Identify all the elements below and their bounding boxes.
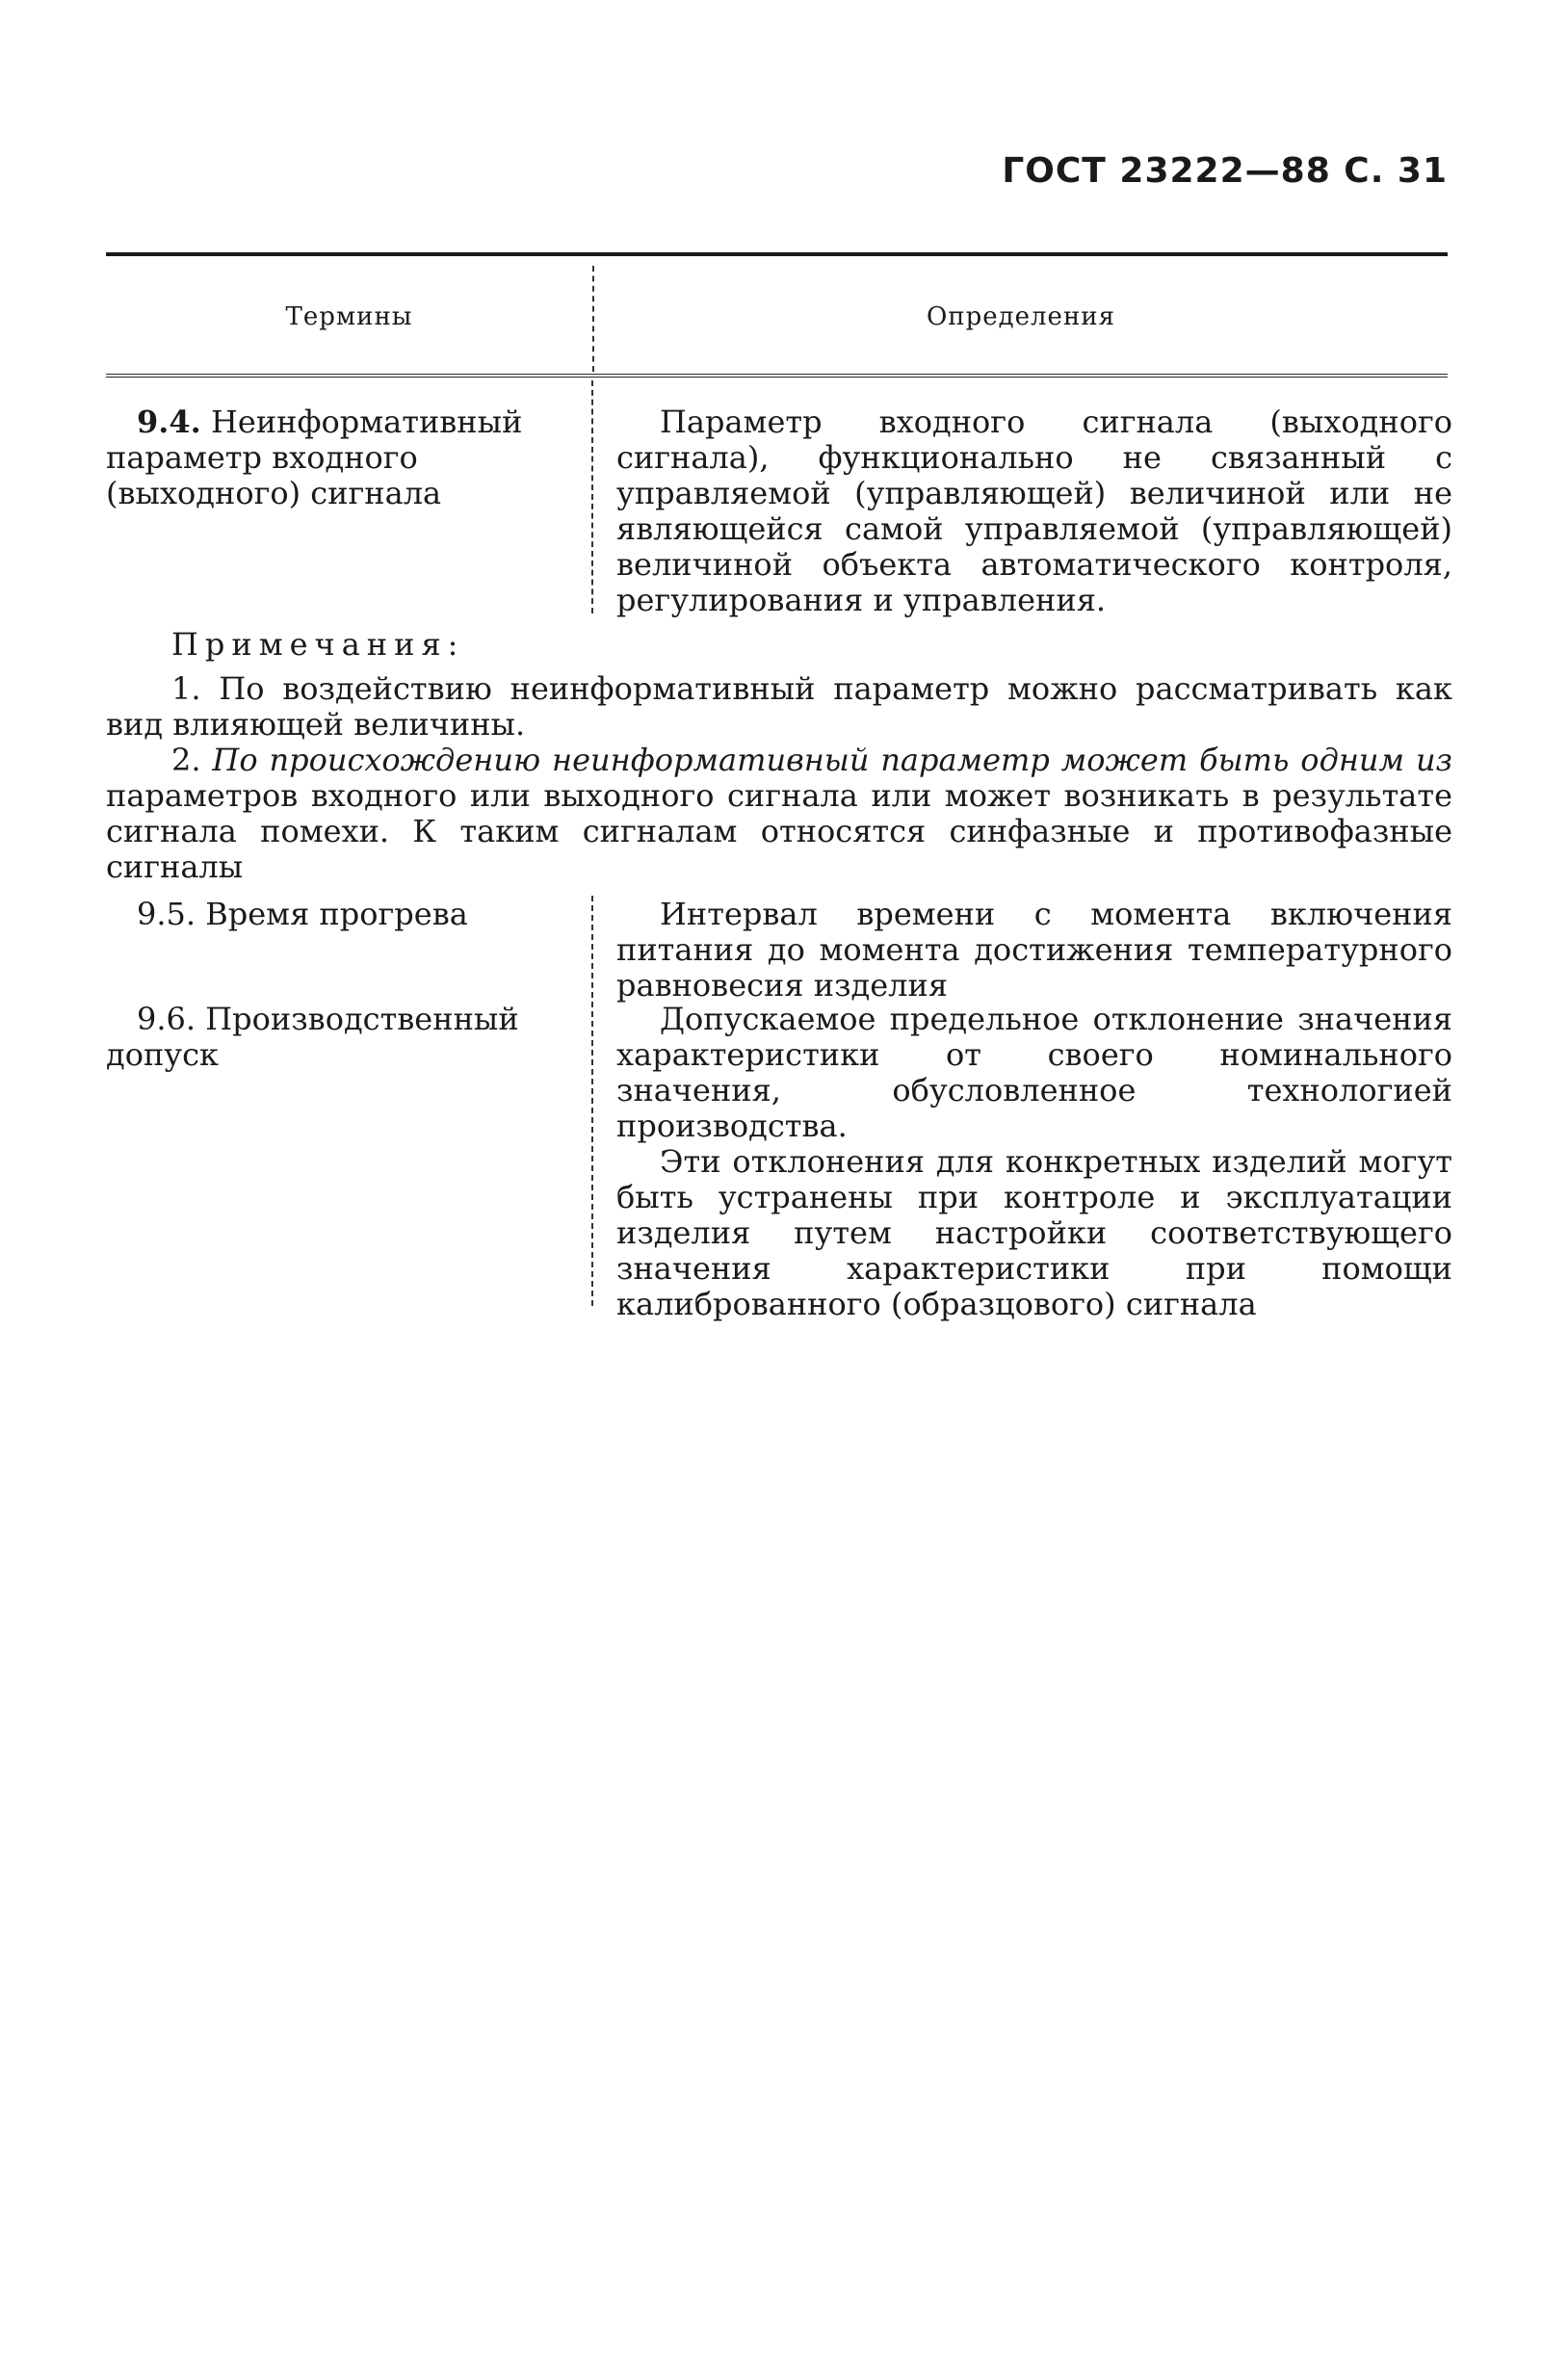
definition-9-6 (616, 1002, 1452, 1322)
term-9-6 (106, 1002, 568, 1073)
note-number: 2. (171, 742, 201, 778)
table-header (106, 252, 1448, 378)
term-text: Время прогрева (205, 896, 468, 932)
term-9-4 (106, 404, 568, 511)
note-2 (106, 743, 1452, 885)
note-lead: По происхождению неинформативный параметр может быть одним из (212, 742, 1453, 778)
vertical-rule (591, 380, 593, 613)
definition-paragraph: Допускаемое предельное отклонение значения характеристики от своего номинального значения, обусловленное технологией производства. (616, 1001, 1452, 1144)
column-header-definitions: Определения (926, 302, 1116, 331)
note-text: По воздействию неинформативный параметр можно рассматривать как вид влияющей величины. (106, 670, 1453, 743)
vertical-rule (591, 896, 593, 1306)
term-text: Производственный допуск (106, 1001, 519, 1073)
note-number: 1. (171, 670, 201, 707)
note-1 (106, 671, 1452, 743)
definition-9-4: Параметр входного сигнала (выходного сигнала), функционально не связанный с управляемой (управляющей) величиной или не являющейся самой управляемой (управляющей) величиной объекта автоматического контроля, регулирования и управления. (616, 404, 1452, 618)
term-number: 9.5. (137, 896, 196, 932)
column-header-terms: Термины (285, 302, 413, 331)
term-9-5 (106, 897, 568, 932)
definition-paragraph: Эти отклонения для конкретных изделий могут быть устранены при контроле и эксплуатации изделия путем настройки соответствующего значения характеристики при помощи калиброванного (образцового) сигнала (616, 1143, 1452, 1322)
page-header: ГОСТ 23222—88 С. 31 (1002, 151, 1448, 191)
note-text: параметров входного или выходного сигнала или может возникать в результате сигнала помехи. К таким сигналам относятся синфазные и противофазные сигналы (106, 777, 1452, 885)
notes-title: Примечания: (171, 626, 465, 663)
term-text: Неинформативный параметр входного (выходного) сигнала (106, 404, 523, 511)
term-number: 9.6. (137, 1001, 196, 1037)
term-number: 9.4. (137, 404, 201, 440)
definition-9-5: Интервал времени с момента включения питания до момента достижения температурного равновесия изделия (616, 896, 1452, 1004)
